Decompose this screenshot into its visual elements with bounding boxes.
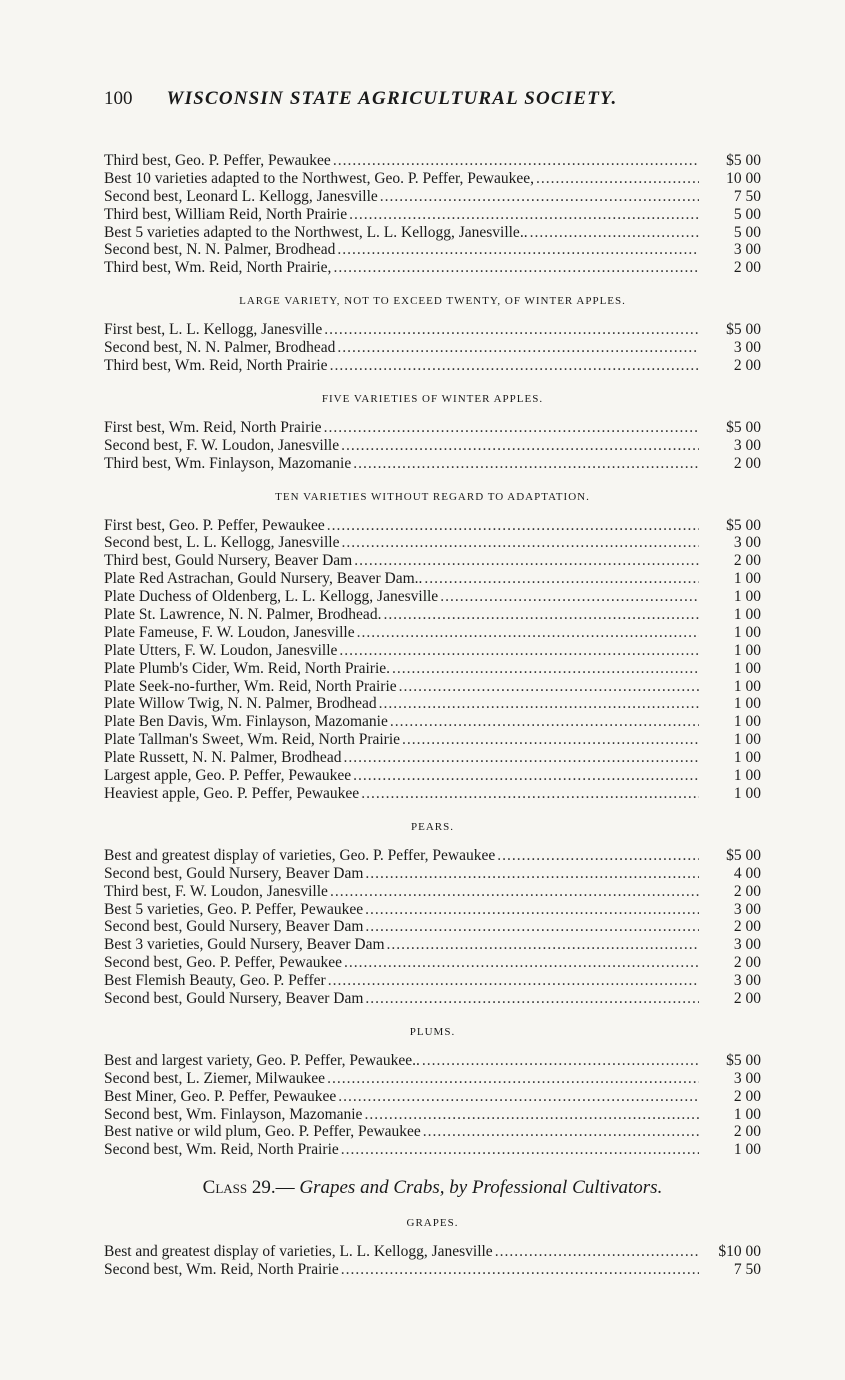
entry-amount: 1 00 xyxy=(733,588,761,606)
entry-text: Best 10 varieties adapted to the Northwest, Geo. P. Peffer, Pewaukee, xyxy=(104,169,534,187)
entry-text: Third best, William Reid, North Prairie xyxy=(104,205,348,223)
dot-leader xyxy=(338,1088,699,1106)
dot-leader xyxy=(328,972,699,990)
entry-text: Second best, Wm. Reid, North Prairie xyxy=(104,1261,339,1279)
entry-text: Plate Ben Davis, Wm. Finlayson, Mazomanie xyxy=(104,713,388,731)
dot-leader xyxy=(387,936,700,954)
entry-amount: 10 00 xyxy=(726,169,761,187)
dot-leader xyxy=(440,588,699,606)
prize-entry xyxy=(104,865,761,883)
dot-leader xyxy=(349,206,699,224)
prize-entry xyxy=(104,1052,761,1070)
prize-entry xyxy=(104,990,761,1008)
entry-text: Best 3 varieties, Gould Nursery, Beaver Dam xyxy=(104,936,385,954)
entry-text: Second best, Gould Nursery, Beaver Dam xyxy=(104,989,364,1007)
dot-leader xyxy=(337,339,699,357)
entry-text: Third best, Wm. Finlayson, Mazomanie xyxy=(104,454,352,472)
entry-text: Second best, Wm. Finlayson, Mazomanie xyxy=(104,1105,363,1123)
class-heading: Class 29.— Grapes and Crabs, by Professional Cultivators. xyxy=(202,1177,663,1199)
entry-amount: 3 00 xyxy=(733,900,761,918)
dot-leader xyxy=(497,847,699,865)
entry-amount: 1 00 xyxy=(733,731,761,749)
dot-leader xyxy=(424,570,699,588)
entry-amount: 5 00 xyxy=(733,205,761,223)
dot-leader xyxy=(353,767,699,785)
entry-text: Third best, Geo. P. Peffer, Pewaukee xyxy=(104,152,331,169)
entry-text: Plate Tallman's Sweet, Wm. Reid, North Prairie xyxy=(104,731,401,749)
dot-leader xyxy=(354,552,699,570)
dot-leader xyxy=(337,241,699,259)
section-entries xyxy=(104,847,761,1008)
dot-leader xyxy=(341,534,699,552)
entry-amount: 2 00 xyxy=(733,1123,761,1141)
dot-leader xyxy=(327,517,699,535)
prize-entry xyxy=(104,321,761,339)
prize-entry xyxy=(104,695,761,713)
entry-text: Second best, F. W. Loudon, Janesville xyxy=(104,436,340,454)
entry-text: Best Miner, Geo. P. Peffer, Pewaukee xyxy=(104,1087,337,1105)
entry-text: Plate Plumb's Cider, Wm. Reid, North Prairie. xyxy=(104,659,391,677)
entry-amount: 1 00 xyxy=(733,767,761,785)
prize-entry xyxy=(104,224,761,242)
entry-amount: 3 00 xyxy=(733,972,761,990)
entry-amount: 2 00 xyxy=(733,882,761,900)
prize-entry xyxy=(104,455,761,473)
dot-leader xyxy=(364,1106,699,1124)
entry-amount: 3 00 xyxy=(733,936,761,954)
prize-entry xyxy=(104,1243,761,1261)
prize-entry xyxy=(104,785,761,803)
entry-amount: $10 00 xyxy=(718,1243,761,1261)
entry-amount: 1 00 xyxy=(733,1141,761,1159)
prize-entry xyxy=(104,588,761,606)
top-entries xyxy=(104,152,761,277)
section-heading: FIVE VARIETIES OF WINTER APPLES. xyxy=(321,392,544,405)
prize-entry xyxy=(104,972,761,990)
entry-amount: $5 00 xyxy=(726,321,761,339)
grapes-entries xyxy=(104,1243,761,1279)
prize-entry xyxy=(104,1070,761,1088)
entry-text: Plate Duchess of Oldenberg, L. L. Kellogg, Janesville xyxy=(104,588,439,606)
entry-text: Second best, N. N. Palmer, Brodhead xyxy=(104,339,336,357)
section-entries xyxy=(104,419,761,473)
entry-text: Second best, L. L. Kellogg, Janesville xyxy=(104,534,340,552)
entry-text: Best Flemish Beauty, Geo. P. Peffer xyxy=(104,972,326,990)
prize-entry xyxy=(104,624,761,642)
entry-text: Second best, L. Ziemer, Milwaukee xyxy=(104,1069,326,1087)
dot-leader xyxy=(330,883,699,901)
entry-amount: 3 00 xyxy=(733,1069,761,1087)
entry-amount: 2 00 xyxy=(733,1087,761,1105)
dot-leader xyxy=(423,1123,699,1141)
prize-entry xyxy=(104,1123,761,1141)
entry-text: Third best, Wm. Reid, North Prairie, xyxy=(104,259,332,277)
entry-amount: 2 00 xyxy=(733,454,761,472)
entry-amount: $5 00 xyxy=(726,418,761,436)
section-heading: LARGE VARIETY, NOT TO EXCEED TWENTY, OF WINTER APPLES. xyxy=(239,295,626,308)
dot-leader xyxy=(392,660,699,678)
entry-text: Second best, N. N. Palmer, Brodhead xyxy=(104,241,336,259)
dot-leader xyxy=(341,1261,699,1279)
prize-entry xyxy=(104,206,761,224)
entry-text: Best and greatest display of varieties, Geo. P. Peffer, Pewaukee xyxy=(104,846,496,864)
entry-text: Largest apple, Geo. P. Peffer, Pewaukee xyxy=(104,767,352,785)
dot-leader xyxy=(530,224,699,242)
entry-text: First best, Geo. P. Peffer, Pewaukee xyxy=(104,516,325,534)
dot-leader xyxy=(324,321,699,339)
entry-text: Best 5 varieties adapted to the Northwest, L. L. Kellogg, Janesville.. xyxy=(104,223,528,241)
prize-entry xyxy=(104,259,761,277)
entry-text: Best 5 varieties, Geo. P. Peffer, Pewaukee xyxy=(104,900,364,918)
section-heading: GRAPES. xyxy=(406,1217,459,1230)
entry-amount: $5 00 xyxy=(726,516,761,534)
dot-leader xyxy=(380,188,699,206)
dot-leader xyxy=(399,678,699,696)
entry-amount: 2 00 xyxy=(733,259,761,277)
dot-leader xyxy=(341,1141,699,1159)
dot-leader xyxy=(330,357,699,375)
prize-entry xyxy=(104,552,761,570)
dot-leader xyxy=(357,624,699,642)
prize-entry xyxy=(104,170,761,188)
prize-entry xyxy=(104,901,761,919)
class-title: Grapes and Crabs, by Professional Cultivators. xyxy=(299,1177,663,1199)
section-heading: TEN VARIETIES WITHOUT REGARD TO ADAPTATION. xyxy=(275,490,590,503)
entry-amount: 3 00 xyxy=(733,241,761,259)
entry-amount: 1 00 xyxy=(733,1105,761,1123)
entry-text: Best and largest variety, Geo. P. Peffer, Pewaukee.. xyxy=(104,1051,420,1069)
prize-entry xyxy=(104,731,761,749)
entry-amount: $5 00 xyxy=(726,1051,761,1069)
prize-entry xyxy=(104,678,761,696)
entry-amount: 3 00 xyxy=(733,436,761,454)
section-entries xyxy=(104,321,761,375)
dot-leader xyxy=(390,713,699,731)
dot-leader xyxy=(365,918,699,936)
prize-entry xyxy=(104,954,761,972)
prize-entry xyxy=(104,1141,761,1159)
section-entries xyxy=(104,1052,761,1159)
dot-leader xyxy=(365,990,699,1008)
prize-entry xyxy=(104,660,761,678)
entry-amount: 3 00 xyxy=(733,339,761,357)
prize-entry xyxy=(104,1106,761,1124)
dot-leader xyxy=(365,865,699,883)
entry-text: Best and greatest display of varieties, L. L. Kellogg, Janesville xyxy=(104,1243,493,1261)
entry-text: Third best, Gould Nursery, Beaver Dam xyxy=(104,552,353,570)
dot-leader xyxy=(361,785,699,803)
entry-amount: 1 00 xyxy=(733,749,761,767)
prize-entry xyxy=(104,517,761,535)
prize-entry xyxy=(104,339,761,357)
entry-text: First best, Wm. Reid, North Prairie xyxy=(104,418,322,436)
entry-text: Third best, Wm. Reid, North Prairie xyxy=(104,357,328,375)
section-heading: PLUMS. xyxy=(409,1025,456,1038)
dot-leader xyxy=(495,1243,699,1261)
dot-leader xyxy=(365,901,699,919)
dot-leader xyxy=(333,152,699,170)
dot-leader xyxy=(344,954,699,972)
prize-entry xyxy=(104,437,761,455)
prize-entry xyxy=(104,241,761,259)
prize-entry xyxy=(104,847,761,865)
entry-amount: 1 00 xyxy=(733,784,761,802)
sections xyxy=(104,295,761,1159)
entry-text: Plate St. Lawrence, N. N. Palmer, Brodhead. xyxy=(104,606,382,624)
entry-text: Plate Red Astrachan, Gould Nursery, Beaver Dam.. xyxy=(104,570,423,588)
entry-text: Best native or wild plum, Geo. P. Peffer, Pewaukee xyxy=(104,1123,421,1141)
dot-leader xyxy=(383,606,699,624)
entry-text: Third best, F. W. Loudon, Janesville xyxy=(104,882,328,900)
prize-entry xyxy=(104,188,761,206)
prize-entry xyxy=(104,883,761,901)
page-header xyxy=(104,88,761,122)
entry-amount: 7 50 xyxy=(733,187,761,205)
entry-text: Plate Seek-no-further, Wm. Reid, North Prairie xyxy=(104,677,397,695)
entry-text: Second best, Gould Nursery, Beaver Dam xyxy=(104,864,364,882)
prize-entry xyxy=(104,152,761,170)
entry-amount: $5 00 xyxy=(726,846,761,864)
prize-entry xyxy=(104,1261,761,1279)
entry-amount: 1 00 xyxy=(733,623,761,641)
class-label: Class 29. xyxy=(202,1177,276,1199)
entry-amount: 1 00 xyxy=(733,659,761,677)
entry-amount: 2 00 xyxy=(733,918,761,936)
prize-entry xyxy=(104,749,761,767)
prize-entry xyxy=(104,357,761,375)
entry-amount: 1 00 xyxy=(733,695,761,713)
prize-entry xyxy=(104,936,761,954)
entry-amount: $5 00 xyxy=(726,152,761,169)
entry-text: Plate Russett, N. N. Palmer, Brodhead xyxy=(104,749,342,767)
dot-leader xyxy=(536,170,699,188)
entry-text: Second best, Gould Nursery, Beaver Dam xyxy=(104,918,364,936)
dot-leader xyxy=(327,1070,699,1088)
prize-entry xyxy=(104,767,761,785)
prize-entry xyxy=(104,606,761,624)
entry-amount: 1 00 xyxy=(733,677,761,695)
prize-entry xyxy=(104,918,761,936)
entry-text: Second best, Wm. Reid, North Prairie xyxy=(104,1141,339,1159)
section-entries xyxy=(104,517,761,803)
dot-leader xyxy=(379,695,699,713)
dot-leader xyxy=(341,437,699,455)
entry-text: Second best, Geo. P. Peffer, Pewaukee xyxy=(104,954,342,972)
entry-text: First best, L. L. Kellogg, Janesville xyxy=(104,321,323,339)
entry-text: Plate Willow Twig, N. N. Palmer, Brodhead xyxy=(104,695,377,713)
running-head: WISCONSIN STATE AGRICULTURAL SOCIETY. xyxy=(166,88,618,109)
dot-leader xyxy=(339,642,699,660)
dot-leader xyxy=(353,455,699,473)
entry-amount: 1 00 xyxy=(733,570,761,588)
page-number: 100 xyxy=(104,88,133,109)
dot-leader xyxy=(343,749,699,767)
entry-amount: 1 00 xyxy=(733,713,761,731)
entry-amount: 2 00 xyxy=(733,954,761,972)
prize-entry xyxy=(104,642,761,660)
entry-amount: 2 00 xyxy=(733,357,761,375)
prize-entry xyxy=(104,713,761,731)
prize-entry xyxy=(104,534,761,552)
entry-amount: 2 00 xyxy=(733,552,761,570)
entry-amount: 5 00 xyxy=(733,223,761,241)
entry-amount: 2 00 xyxy=(733,989,761,1007)
entry-text: Plate Fameuse, F. W. Loudon, Janesville xyxy=(104,623,355,641)
prize-entry xyxy=(104,570,761,588)
dot-leader xyxy=(422,1052,699,1070)
dot-leader xyxy=(402,731,699,749)
dot-leader xyxy=(324,419,699,437)
prize-entry xyxy=(104,419,761,437)
dot-leader xyxy=(333,259,699,277)
entry-amount: 4 00 xyxy=(733,864,761,882)
section-heading: PEARS. xyxy=(411,820,454,833)
prize-entry xyxy=(104,1088,761,1106)
entry-amount: 3 00 xyxy=(733,534,761,552)
entry-amount: 1 00 xyxy=(733,641,761,659)
entry-text: Second best, Leonard L. Kellogg, Janesville xyxy=(104,187,378,205)
entry-text: Plate Utters, F. W. Loudon, Janesville xyxy=(104,641,338,659)
entry-amount: 7 50 xyxy=(733,1261,761,1279)
entry-amount: 1 00 xyxy=(733,606,761,624)
entry-text: Heaviest apple, Geo. P. Peffer, Pewaukee xyxy=(104,784,360,802)
